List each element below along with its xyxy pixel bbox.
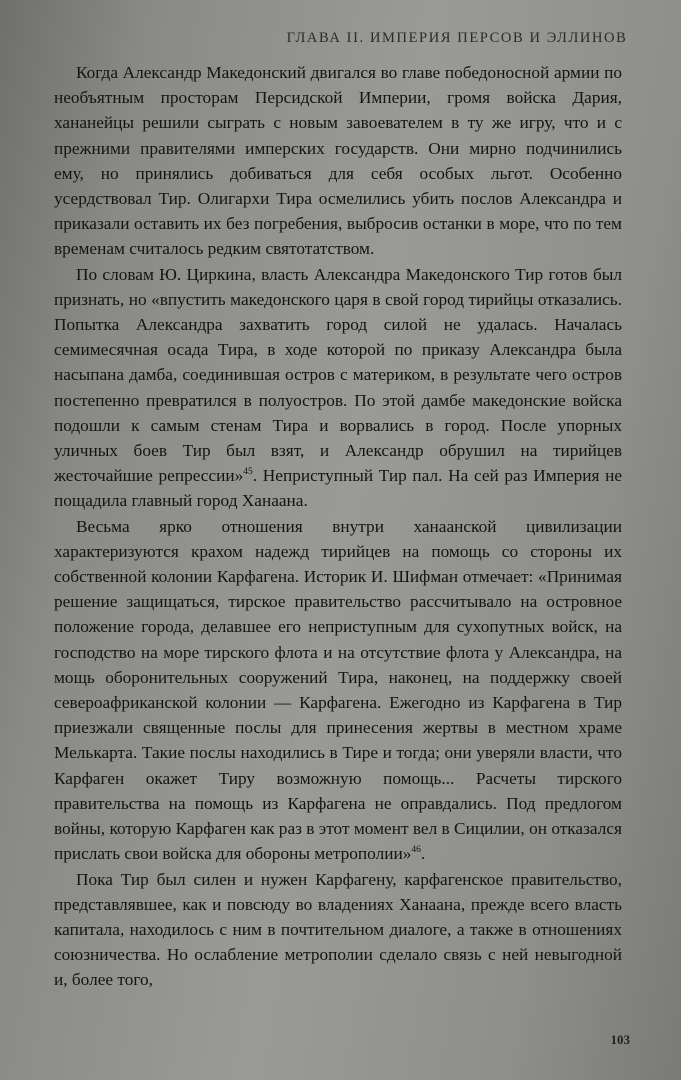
paragraph-2-text: По словам Ю. Циркина, власть Александра Македонского Тир готов был признать, но «впустить македонского царя в свой город тирийцы отказались. Попытка Александра захватить город силой не удалась. Началась семимесячная осада Тира, в ходе которой по приказу Александра была насыпана дамба, соединившая остров с материком, в результате чего остров постепенно превратился в полуостров. По этой дамбе македонские войска подошли к самым стенам Тира и ворвались в город. После упорных уличных боев Тир был взят, и Александр обрушил на тирийцев жесточайшие репрессии» [54,264,622,486]
paragraph-4 [54,867,622,993]
paragraph-3-tail: . [420,844,426,864]
paragraph-2 [54,262,622,514]
footnote-ref-46[interactable]: 46 [411,845,421,856]
body-text [54,60,622,993]
paragraph-1 [54,60,622,262]
footnote-ref-45[interactable]: 45 [243,467,253,478]
paragraph-2-tail: . Неприступный Тир пал. На сей раз Империя не пощадила главный город Ханаана. [54,466,622,511]
paragraph-1-text: Когда Александр Македонский двигался во главе победоносной армии по необъятным просторам Персидской Империи, громя войска Дария, хананейцы решили сыграть с новым завоевателем в ту же игру, что и с прежними правителями имперских государств. Они мирно подчинились ему, но принялись добиваться для себя особых льгот. Особенно усердствовал Тир. Олигархи Тира осмелились убить послов Александра и приказали оставить их без погребения, выбросив останки в море, что по тем временам считалось редким святотатством. [54,63,622,259]
running-head: ГЛАВА II. ИМПЕРИЯ ПЕРСОВ И ЭЛЛИНОВ [286,30,628,46]
paragraph-4-text: Пока Тир был силен и нужен Карфагену, карфагенское правительство, представлявшее, как и повсюду во владениях Ханаана, прежде всего власть капитала, находилось с ним в почтительном диалоге, а также в отношениях союзничества. Но ослабление метрополии сделало связь с ней невыгодной и, более того, [54,869,622,990]
page-number: 103 [610,1032,630,1047]
paragraph-3 [54,514,622,867]
paragraph-3-text: Весьма ярко отношения внутри ханаанской цивилизации характеризуются крахом надежд тирийцев на помощь со стороны их собственной колонии Карфагена. Историк И. Шифман отмечает: «Принимая решение защищаться, тирское правительство рассчитывало на островное положение города, делавшее его неприступным для сухопутных войск, на господство на море тирского флота и на отсутствие флота у Александра, на мощь оборонительных сооружений Тира, наконец, на поддержку своей североафриканской колонии — Карфагена. Ежегодно из Карфагена в Тир приезжали священные послы для принесения жертвы в местном храме Мелькарта. Такие послы находились в Тире и тогда; они уверяли власти, что Карфаген окажет Тиру возможную помощь... Расчеты тирского правительства на помощь из Карфагена не оправдались. Под предлогом войны, которую Карфаген как раз в этот момент вел в Сицилии, он отказался прислать свои войска для обороны метрополии» [54,516,622,864]
